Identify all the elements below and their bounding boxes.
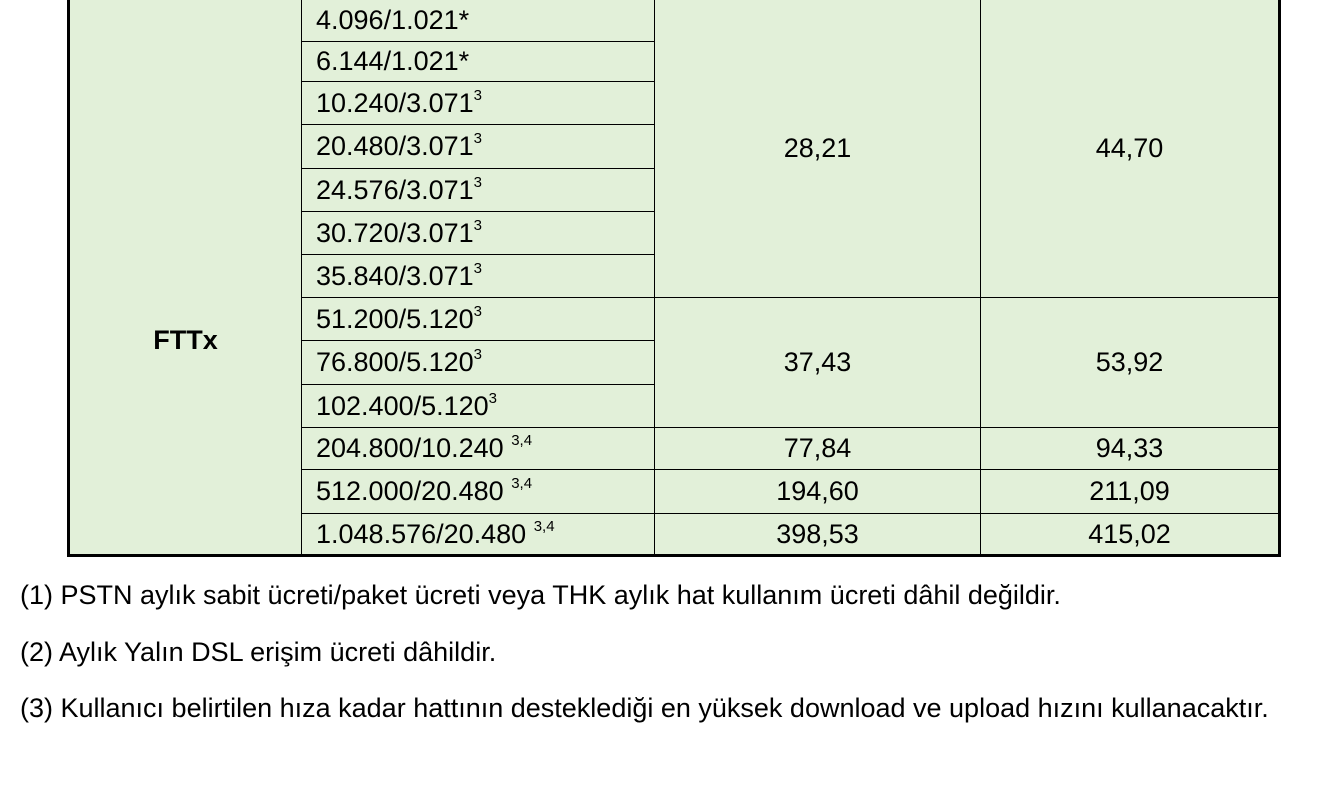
technology-label: FTTx xyxy=(153,325,218,355)
speed-cell: 512.000/20.480 $^{3,4}$ xyxy=(302,470,655,514)
speed-cell: 76.800/5.120$^3$ xyxy=(302,341,655,385)
speed-cell: 4.096/1.021* xyxy=(302,0,655,42)
footnote-2: (2) Aylık Yalın DSL erişim ücreti dâhildir. xyxy=(20,637,497,667)
price-cell: 44,70 xyxy=(981,0,1280,298)
price-cell: 28,21 xyxy=(655,0,981,298)
table-row xyxy=(69,0,1280,42)
speed-cell: 24.576/3.071$^3$ xyxy=(302,169,655,212)
speed-cell: 35.840/3.071$^3$ xyxy=(302,255,655,298)
speed-cell: 204.800/10.240 $^{3,4}$ xyxy=(302,428,655,470)
speed-cell: 6.144/1.021* xyxy=(302,42,655,82)
price-cell: 415,02 xyxy=(981,514,1280,556)
price-cell: 211,09 xyxy=(981,470,1280,514)
price-cell: 94,33 xyxy=(981,428,1280,470)
speed-cell: 102.400/5.120$^3$ xyxy=(302,385,655,428)
footnote-3: (3) Kullanıcı belirtilen hıza kadar hattının desteklediği en yüksek download ve upload hızını kullanacaktır. xyxy=(20,693,1269,723)
technology-cell xyxy=(69,0,302,556)
price-cell: 398,53 xyxy=(655,514,981,556)
price-cell: 77,84 xyxy=(655,428,981,470)
speed-cell: 10.240/3.071$^3$ xyxy=(302,82,655,125)
speed-cell: 1.048.576/20.480 $^{3,4}$ xyxy=(302,514,655,556)
speed-cell: 30.720/3.071$^3$ xyxy=(302,212,655,255)
footnote-1: (1) PSTN aylık sabit ücreti/paket ücreti veya THK aylık hat kullanım ücreti dâhil değildir. xyxy=(20,580,1061,610)
price-cell: 37,43 xyxy=(655,298,981,428)
speed-cell: 51.200/5.120$^3$ xyxy=(302,298,655,341)
price-cell: 53,92 xyxy=(981,298,1280,428)
price-cell: 194,60 xyxy=(655,470,981,514)
tariff-table xyxy=(67,0,1281,557)
speed-cell: 20.480/3.071$^3$ xyxy=(302,125,655,169)
